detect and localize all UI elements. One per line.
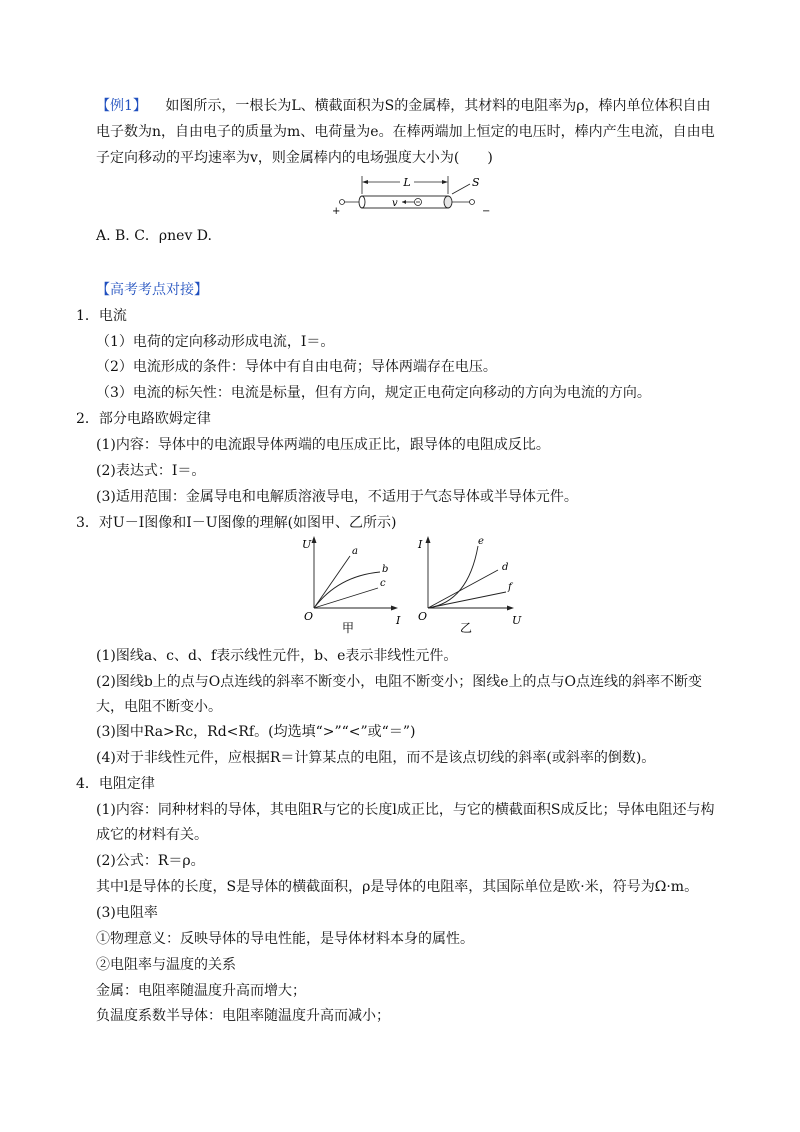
s4-p2: (2)公式：R＝ρ。 [96,853,205,869]
graph-yi-curve-f [428,592,506,608]
graph-yi-caption: 乙 [460,621,473,635]
s3-p2b: 大，电阻不断变小。 [96,699,222,715]
s4-p1b: 成它的材料有关。 [96,827,208,843]
section-title: 【高考考点对接】 [96,282,208,298]
graph-yi-x-arrow [507,606,514,611]
rod-end-left [359,196,365,208]
graph-jia [290,532,410,636]
example-question [96,96,711,116]
s3-p1: (1)图线a、c、d、f表示线性元件，b、e表示非线性元件。 [96,648,458,664]
area-leader [452,184,470,194]
graph-yi-y-arrow [426,536,431,543]
s3-p3: (3)图中Ra>Rc，Rd<Rf。(均选填“>”“<”或“＝”) [96,724,416,740]
example-line-2: 电子数为n，自由电子的质量为m、电荷量为e。在棒两端加上恒定的电压时，棒内产生电流，自由电 [96,124,715,140]
graph-jia-x-arrow [391,606,398,611]
example-options: A. B. C．ρnev D. [96,228,212,244]
s2-p2: (2)表达式：I＝。 [96,463,206,479]
dim-arrow-right [442,180,448,184]
graph-yi-label-d: d [502,562,509,573]
rod-length-label: L [403,176,411,189]
graph-jia-label-c: c [380,578,386,589]
s4-p5: ①物理意义：反映导体的导电性能，是导体材料本身的属性。 [96,931,474,947]
graph-jia-label-b: b [382,564,389,575]
graph-yi [410,532,530,636]
s3-title: 3．对U－I图像和I－U图像的理解(如图甲、乙所示) [76,515,397,531]
graph-yi-label-f: f [508,582,512,593]
graph-yi-x-label: U [512,614,522,627]
s2-title: 2．部分电路欧姆定律 [76,411,211,427]
dim-arrow-left [362,180,368,184]
example-tag: 【例1】 [96,98,147,114]
s4-p3: 其中l是导体的长度，S是导体的横截面积，ρ是导体的电阻率，其国际单位是欧·米，符号为Ω·m。 [96,879,699,895]
s4-p4: (3)电阻率 [96,905,158,921]
graph-jia-x-label: I [396,614,401,627]
graph-yi-curve-e [428,546,478,608]
s4-p7: 金属：电阻率随温度升高而增大； [96,983,306,999]
example-line-3: 子定向移动的平均速率为v，则金属棒内的电场强度大小为( ) [96,150,493,166]
s1-title: 1．电流 [76,308,127,324]
rod-area-label: S [472,176,480,189]
plus-sign: + [332,206,341,217]
s4-p6: ②电阻率与温度的关系 [96,957,236,973]
velocity-label: v [392,198,398,209]
s1-p1: （1）电荷的定向移动形成电流，I＝。 [96,334,335,350]
example-line-1: 如图所示，一根长为L、横截面积为S的金属棒，其材料的电阻率为ρ，棒内单位体积自由 [165,98,711,114]
terminal-left [340,200,345,205]
graph-jia-label-a: a [352,546,358,557]
s4-title: 4．电阻定律 [76,776,155,792]
graph-yi-curve-d [428,570,498,608]
graph-jia-y-arrow [312,536,317,543]
graph-yi-y-label: I [418,538,423,551]
s3-p4: (4)对于非线性元件，应根据R＝计算某点的电阻，而不是该点切线的斜率(或斜率的倒数)。 [96,750,656,766]
rod-end-right [444,196,452,208]
s2-p3: (3)适用范围：金属导电和电解质溶液导电，不适用于气态导体或半导体元件。 [96,489,578,505]
s2-p1: (1)内容：导体中的电流跟导体两端的电压成正比，跟导体的电阻成反比。 [96,437,550,453]
s1-p3: （3）电流的标矢性：电流是标量，但有方向，规定正电荷定向移动的方向为电流的方向。 [96,385,651,401]
terminal-right [470,200,475,205]
s1-p2: （2）电流形成的条件：导体中有自由电荷；导体两端存在电压。 [96,359,497,375]
graph-jia-curve-c [314,588,378,608]
s4-p1a: (1)内容：同种材料的导体，其电阻R与它的长度l成正比，与它的横截面积S成反比；导体电阻还与构 [96,802,715,818]
graph-yi-origin: O [418,610,428,623]
graph-jia-origin: O [304,610,314,623]
s3-p2a: (2)图线b上的点与O点连线的斜率不断变小，电阻不断变小；图线e上的点与O点连线的斜率不断变 [96,674,703,690]
graph-jia-caption: 甲 [342,621,355,635]
graph-yi-label-e: e [478,536,484,547]
graph-jia-y-label: U [302,538,312,551]
metal-rod-figure [330,172,500,220]
s4-p8: 负温度系数半导体：电阻率随温度升高而减小； [96,1008,390,1024]
minus-sign: − [482,206,491,217]
